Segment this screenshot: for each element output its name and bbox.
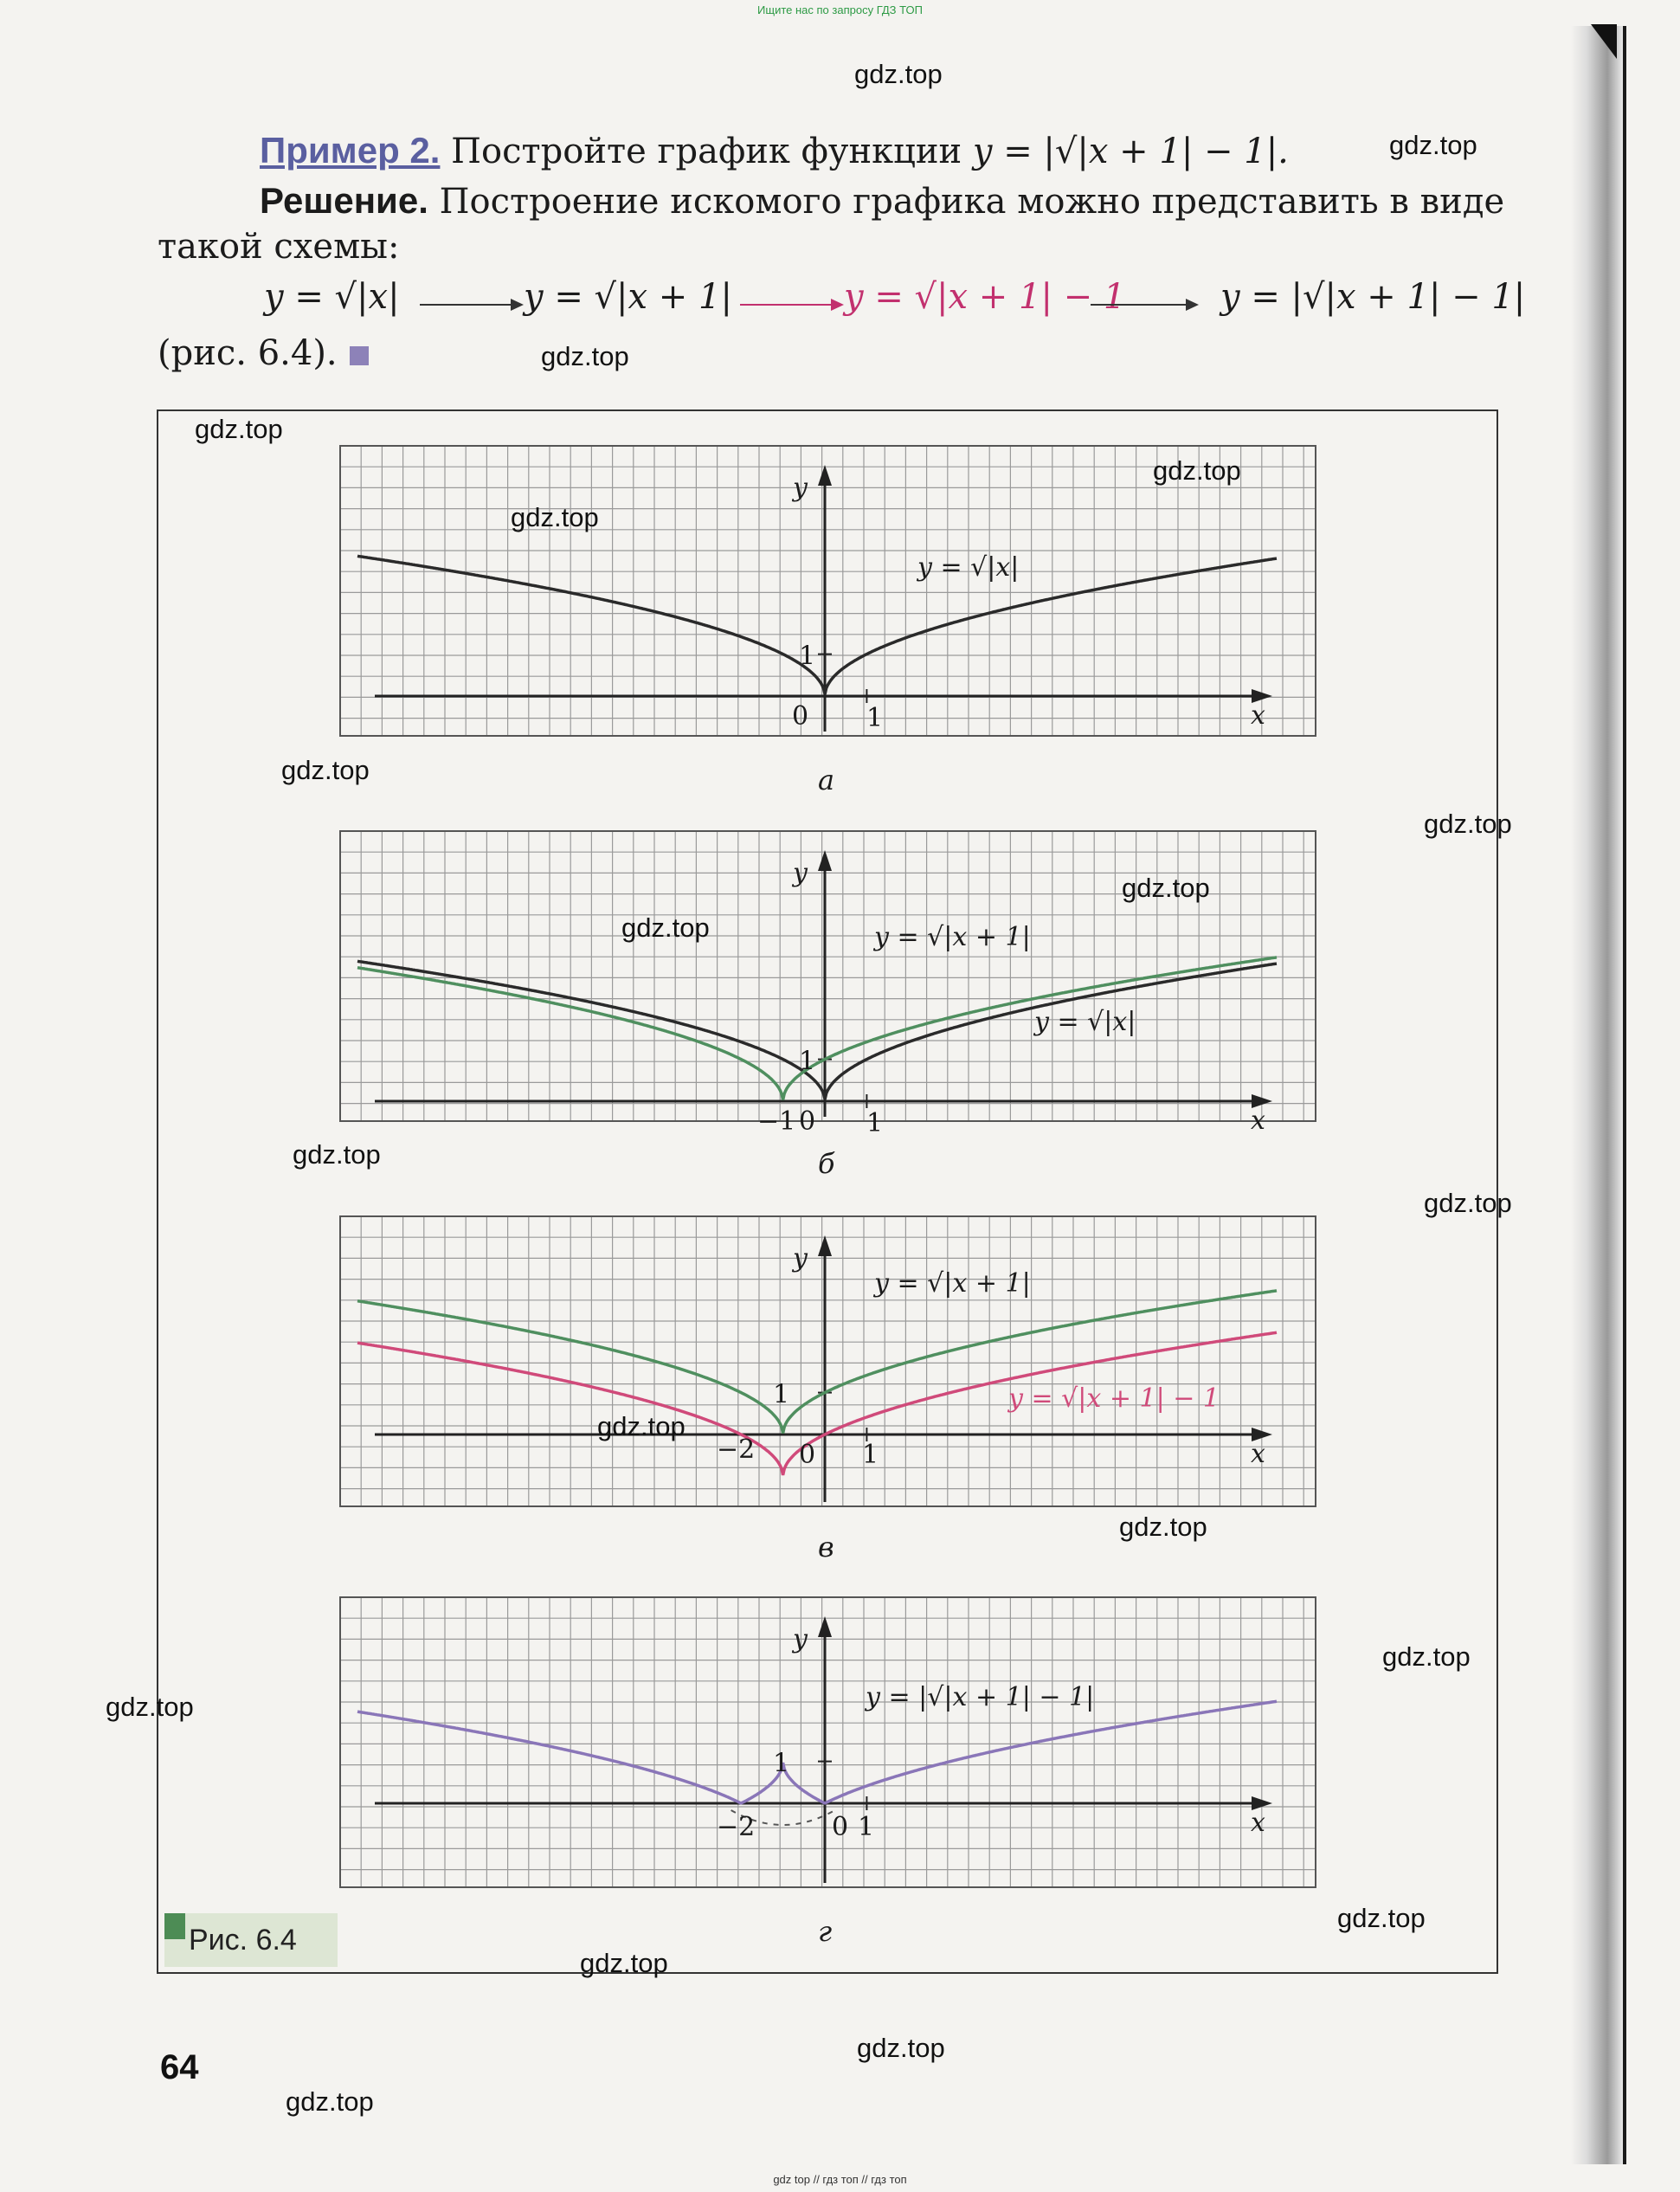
tick-label-x-1: 1 [862, 1440, 879, 1470]
watermark: gdz.top [281, 755, 370, 785]
curve-label-sqrt-abs-x: y = √|x| [1034, 1007, 1136, 1037]
tick-label-y-1: 1 [773, 1748, 790, 1779]
y-axis-arrow [818, 1235, 832, 1256]
caption-marker [164, 1913, 185, 1939]
tick-label-minus-2: −2 [717, 1434, 756, 1465]
tick-label-minus-2: −2 [717, 1812, 756, 1842]
y-axis-label: y [793, 1243, 808, 1273]
x-axis-label: x [1251, 700, 1265, 731]
tick-label-x-1: 1 [866, 1108, 884, 1138]
solution-label: Решение. [260, 180, 428, 221]
tick-label-y-1: 1 [799, 641, 816, 672]
curve-sqrt-abs-x-plus-1 [357, 957, 1277, 1100]
solution-text-1: Построение искомого графика можно представить в виде [439, 182, 1505, 222]
figure-ref-text: (рис. 6.4). [158, 333, 338, 373]
curve-label-abs: y = |√|x + 1| − 1| [866, 1682, 1095, 1712]
watermark: gdz.top [1382, 1641, 1471, 1672]
watermark: gdz.top [854, 59, 943, 89]
curve-label-sqrt-abs-x: y = √|x| [917, 552, 1020, 583]
watermark: gdz.top [597, 1411, 686, 1441]
example-task: Постройте график функции [451, 132, 962, 171]
x-axis-label: x [1251, 1106, 1265, 1136]
tick-label-0: 0 [792, 701, 809, 732]
figure-caption [164, 1913, 338, 1967]
tick-label-0: 0 [832, 1812, 849, 1842]
y-axis-arrow [818, 465, 832, 486]
panel-b-label: б [818, 1147, 835, 1180]
panel-a-label: а [818, 764, 835, 796]
curve-abs-sqrt-abs-x-plus-1-minus-1 [357, 1701, 1277, 1803]
watermark: gdz.top [1119, 1512, 1207, 1542]
scheme-step-2: y = √|x + 1| [524, 277, 732, 317]
x-axis-label: x [1251, 1808, 1265, 1838]
watermark: gdz.top [1389, 130, 1477, 160]
y-axis-arrow [818, 850, 832, 871]
watermark: gdz.top [857, 2033, 945, 2063]
page-number: 64 [160, 2048, 199, 2086]
panel-v-label: в [818, 1531, 834, 1563]
solution-text-2: такой схемы: [158, 227, 400, 267]
top-note: Ищите нас по запросу ГДЗ ТОП [757, 3, 923, 16]
watermark: gdz.top [293, 1139, 381, 1170]
watermark: gdz.top [1424, 1188, 1512, 1218]
watermark: gdz.top [541, 341, 629, 371]
curve-label-shifted: y = √|x + 1| − 1 [1008, 1383, 1220, 1414]
tick-label-y-1: 1 [773, 1379, 790, 1410]
tick-label-minus-1: −1 [757, 1106, 796, 1137]
scheme-step-1: y = √|x| [264, 277, 400, 317]
curve-sqrt-abs-x [357, 961, 1277, 1099]
panel-g-label: г [818, 1915, 833, 1948]
watermark: gdz.top [1424, 809, 1512, 839]
watermark: gdz.top [1153, 455, 1241, 486]
x-axis-label: x [1251, 1439, 1265, 1469]
curve-label-sqrt-abs-x-plus-1: y = √|x + 1| [874, 922, 1031, 952]
watermark: gdz.top [621, 912, 710, 943]
tick-label-0: 0 [799, 1440, 816, 1470]
watermark: gdz.top [580, 1948, 668, 1978]
tick-label-y-1: 1 [799, 1046, 816, 1077]
y-axis-label: y [793, 473, 808, 503]
scheme-step-4: y = |√|x + 1| − 1| [1220, 277, 1526, 317]
watermark: gdz.top [195, 414, 283, 444]
curve-sqrt-abs-x [357, 556, 1277, 694]
y-axis-label: y [793, 858, 808, 888]
y-axis-label: y [793, 1624, 808, 1654]
watermark: gdz.top [286, 2086, 374, 2117]
y-axis-arrow [818, 1616, 832, 1637]
example-label: Пример 2. [260, 130, 441, 171]
watermark: gdz.top [106, 1692, 194, 1722]
scheme-step-3: y = √|x + 1| − 1 [844, 277, 1126, 317]
watermark: gdz.top [1337, 1903, 1426, 1933]
figure-caption-text: Рис. 6.4 [189, 1924, 297, 1957]
curve-label-sqrt-abs-x-plus-1: y = √|x + 1| [874, 1268, 1031, 1299]
watermark: gdz.top [511, 502, 599, 532]
watermark: gdz.top [1122, 873, 1210, 903]
bottom-note: gdz top // гдз топ // гдз топ [773, 2173, 907, 2186]
tick-label-x-1: 1 [866, 703, 884, 733]
tick-label-0: 0 [799, 1106, 816, 1137]
tick-label-x-1: 1 [858, 1812, 875, 1842]
example-formula: y = |√|x + 1| − 1|. [972, 132, 1289, 171]
